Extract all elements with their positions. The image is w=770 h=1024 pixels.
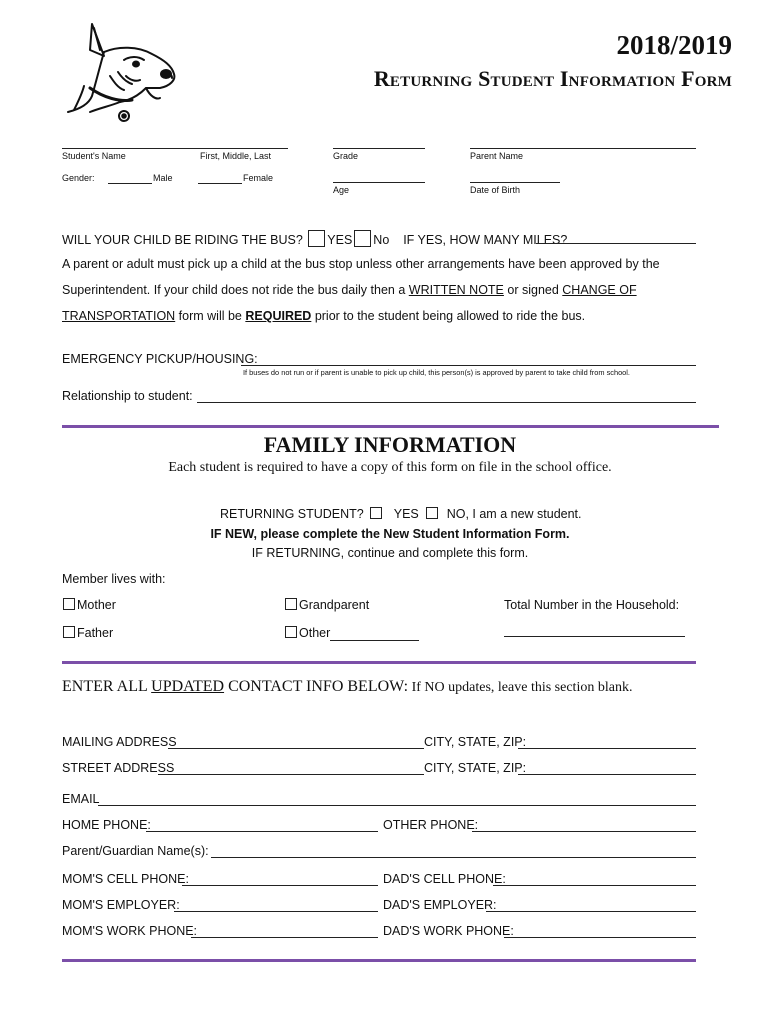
bus-para2-text: Superintendent. If your child does not ride the bus daily then a: [62, 283, 409, 297]
city2-field[interactable]: [518, 774, 696, 775]
grade-field[interactable]: [333, 148, 425, 149]
if-new-text: IF NEW, please complete the New Student Information Form.: [210, 527, 570, 541]
returning-no-checkbox[interactable]: [426, 507, 438, 519]
parent-name-field[interactable]: [470, 148, 696, 149]
student-name-field[interactable]: [62, 148, 288, 149]
returning-yes-checkbox[interactable]: [370, 507, 382, 519]
total-household-field[interactable]: [504, 636, 685, 637]
contact-heading-a: ENTER ALL: [62, 678, 152, 695]
father-option[interactable]: [63, 626, 113, 640]
section-divider: [62, 425, 719, 428]
dad-cell-field[interactable]: [493, 885, 696, 886]
mom-cell-field[interactable]: [182, 885, 378, 886]
section-divider-2: [62, 661, 696, 664]
family-subtitle: Each student is required to have a copy of this form on file in the school office.: [168, 460, 612, 475]
written-note-text: WRITTEN NOTE: [408, 283, 504, 297]
mother-option[interactable]: [63, 598, 116, 612]
member-lives-label: Member lives with:: [62, 572, 166, 586]
dad-work-label: DAD'S WORK PHONE:: [383, 924, 514, 938]
grandparent-label: Grandparent: [299, 598, 370, 612]
dad-cell-label: DAD'S CELL PHONE:: [383, 872, 506, 886]
relationship-label: Relationship to student:: [62, 389, 193, 403]
parent-name-label: Parent Name: [470, 151, 524, 161]
dad-work-field[interactable]: [504, 937, 696, 938]
bus-paragraph-3: [62, 309, 585, 323]
bus-no-label: No: [373, 233, 390, 247]
contact-heading-note: If NO updates, leave this section blank.: [408, 680, 633, 695]
other-label: Other: [299, 626, 331, 640]
city1-field[interactable]: [518, 748, 696, 749]
female-label: Female: [243, 173, 274, 183]
guardian-label: Parent/Guardian Name(s):: [62, 844, 209, 858]
returning-question: RETURNING STUDENT?: [220, 507, 364, 521]
bus-yes-label: YES: [327, 233, 353, 247]
mother-label: Mother: [77, 598, 116, 612]
if-returning-text: IF RETURNING, continue and complete this form.: [251, 546, 529, 560]
father-label: Father: [77, 626, 114, 640]
dad-employer-field[interactable]: [486, 911, 696, 912]
student-name-hint: First, Middle, Last: [200, 151, 272, 161]
street-label: STREET ADDRESS: [62, 761, 175, 775]
contact-heading: [62, 678, 632, 696]
grandparent-option[interactable]: [285, 598, 369, 612]
mascot-logo-icon: [60, 16, 182, 128]
emergency-field[interactable]: [241, 365, 696, 366]
other-phone-label: OTHER PHONE:: [383, 818, 479, 832]
mom-employer-label: MOM'S EMPLOYER:: [62, 898, 180, 912]
age-field[interactable]: [333, 182, 425, 183]
city2-label: CITY, STATE, ZIP:: [424, 761, 527, 775]
family-heading: FAMILY INFORMATION: [263, 432, 517, 457]
grandparent-checkbox[interactable]: [285, 598, 297, 610]
contact-heading-b: CONTACT INFO BELOW:: [224, 678, 409, 695]
street-field[interactable]: [158, 774, 424, 775]
mom-work-field[interactable]: [191, 937, 378, 938]
age-label: Age: [333, 185, 350, 195]
email-field[interactable]: [98, 805, 696, 806]
emergency-label: EMERGENCY PICKUP/HOUSING:: [62, 352, 258, 366]
bus-miles-question: IF YES, HOW MANY MILES?: [403, 233, 568, 247]
home-phone-field[interactable]: [146, 831, 378, 832]
dob-label: Date of Birth: [470, 185, 521, 195]
mom-employer-field[interactable]: [174, 911, 378, 912]
male-field[interactable]: [108, 183, 152, 184]
mother-checkbox[interactable]: [63, 598, 75, 610]
form-title: Returning Student Information Form: [373, 66, 732, 91]
transportation-text: TRANSPORTATION: [62, 309, 176, 323]
home-phone-label: HOME PHONE:: [62, 818, 151, 832]
dad-employer-label: DAD'S EMPLOYER:: [383, 898, 497, 912]
bus-para3-text: form will be: [175, 309, 246, 323]
bus-paragraph-2: [62, 283, 637, 297]
father-checkbox[interactable]: [63, 626, 75, 638]
other-checkbox[interactable]: [285, 626, 297, 638]
male-label: Male: [153, 173, 173, 183]
mailing-label: MAILING ADDRESS: [62, 735, 177, 749]
contact-heading-updated: UPDATED: [151, 678, 225, 695]
student-name-label: Student's Name: [62, 151, 126, 161]
returning-yes-label: YES: [393, 507, 419, 521]
bus-para2-text-b: or signed: [503, 283, 563, 297]
relationship-field[interactable]: [197, 402, 696, 403]
total-household-label: Total Number in the Household:: [504, 598, 680, 612]
dob-field[interactable]: [470, 182, 560, 183]
form-year: 2018/2019: [616, 30, 732, 60]
other-option[interactable]: [285, 626, 330, 640]
female-field[interactable]: [198, 183, 242, 184]
bus-miles-field[interactable]: [536, 243, 696, 244]
bus-yes-checkbox[interactable]: [308, 230, 325, 247]
bus-paragraph-1: A parent or adult must pick up a child at the bus stop unless other arrangements have been approved by the: [62, 257, 660, 271]
guardian-field[interactable]: [211, 857, 696, 858]
mailing-field[interactable]: [168, 748, 424, 749]
bus-question-row: [62, 230, 567, 247]
city1-label: CITY, STATE, ZIP:: [424, 735, 527, 749]
other-field[interactable]: [330, 640, 419, 641]
gender-label: Gender:: [62, 173, 95, 183]
bus-para3-text-b: prior to the student being allowed to ride the bus.: [311, 309, 586, 323]
returning-row: [220, 507, 582, 521]
required-text: REQUIRED: [245, 309, 312, 323]
email-label: EMAIL: [62, 792, 100, 806]
emergency-note: If buses do not run or if parent is unable to pick up child, this person(s) is approved by parent to take child from school.: [243, 368, 630, 377]
mom-cell-label: MOM'S CELL PHONE:: [62, 872, 189, 886]
grade-label: Grade: [333, 151, 359, 161]
change-of-text: CHANGE OF: [562, 283, 637, 297]
bus-question: WILL YOUR CHILD BE RIDING THE BUS?: [62, 233, 303, 247]
returning-no-label: NO, I am a new student.: [446, 507, 582, 521]
section-divider-3: [62, 959, 696, 962]
bus-no-checkbox[interactable]: [354, 230, 371, 247]
other-phone-field[interactable]: [472, 831, 696, 832]
mom-work-label: MOM'S WORK PHONE:: [62, 924, 198, 938]
